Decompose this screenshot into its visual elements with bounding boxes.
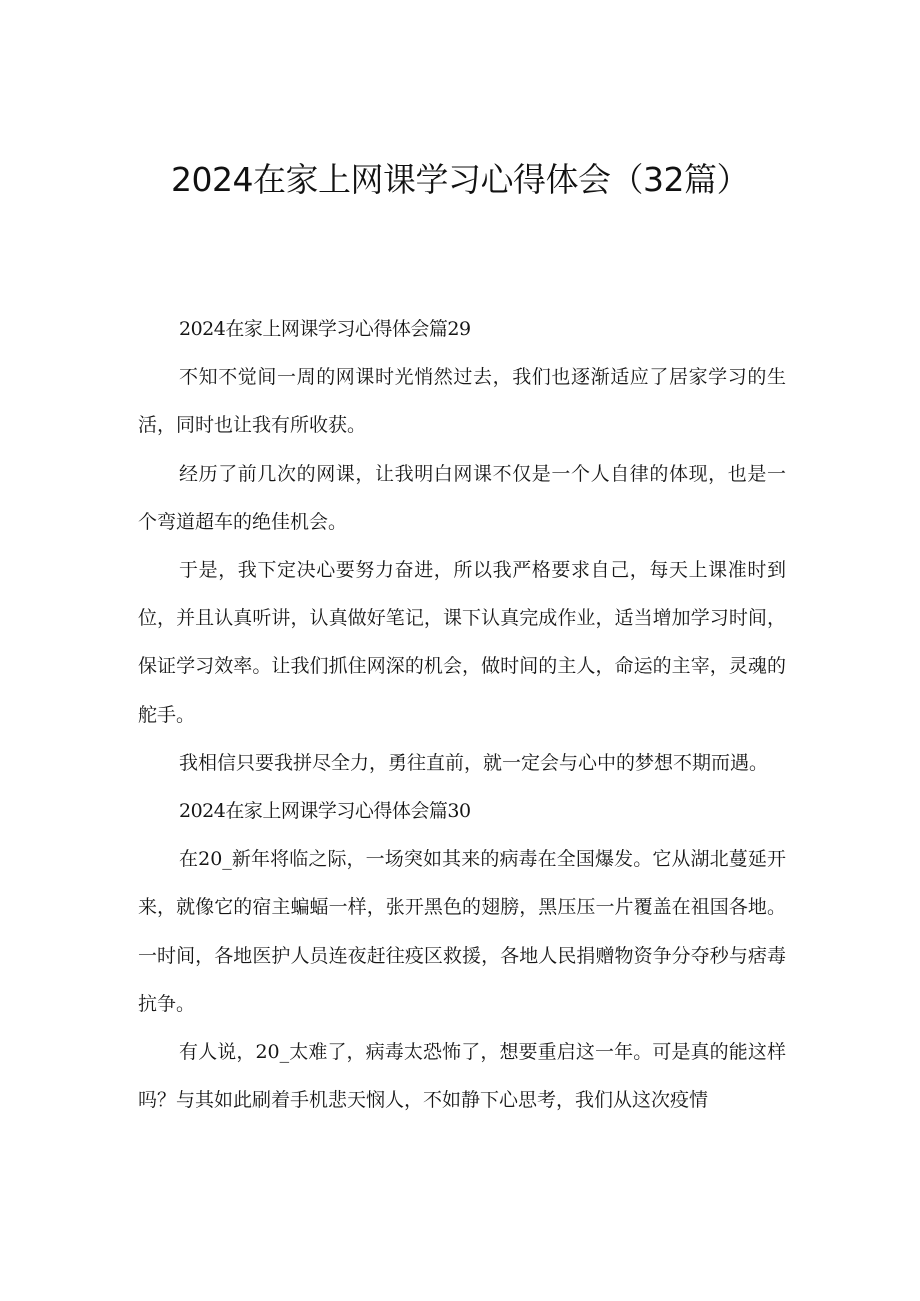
document-title: 2024在家上网课学习心得体会（32篇） bbox=[171, 160, 749, 199]
paragraph: 于是，我下定决心要努力奋进，所以我严格要求自己，每天上课准时到位，并且认真听讲，认真做好笔记，课下认真完成作业，适当增加学习时间，保证学习效率。让我们抓住网深的机会，做时间的主人，命运的主宰，灵魂的舵手。 bbox=[138, 559, 786, 726]
paragraph: 有人说，20_太难了，病毒太恐怖了，想要重启这一年。可是真的能这样吗？与其如此刷着手机悲天悯人，不如静下心思考，我们从这次疫情 bbox=[138, 1041, 786, 1112]
paragraph: 不知不觉间一周的网课时光悄然过去，我们也逐渐适应了居家学习的生活，同时也让我有所收获。 bbox=[138, 366, 786, 437]
section-heading: 2024在家上网课学习心得体会篇29 bbox=[179, 318, 471, 340]
document-body bbox=[138, 305, 786, 1124]
paragraph: 在20_新年将临之际，一场突如其来的病毒在全国爆发。它从湖北蔓延开来，就像它的宿主蝙蝠一样，张开黑色的翅膀，黑压压一片覆盖在祖国各地。一时间，各地医护人员连夜赶往疫区救援，各地人民捐赠物资争分夺秒与痞毒抗争。 bbox=[138, 848, 786, 1015]
paragraph: 我相信只要我拼尽全力，勇往直前，就一定会与心中的梦想不期而遇。 bbox=[179, 751, 769, 774]
paragraph: 经历了前几次的网课，让我明白网课不仅是一个人自律的体现，也是一个弯道超车的绝佳机会。 bbox=[138, 462, 786, 533]
section-heading: 2024在家上网课学习心得体会篇30 bbox=[179, 800, 471, 823]
